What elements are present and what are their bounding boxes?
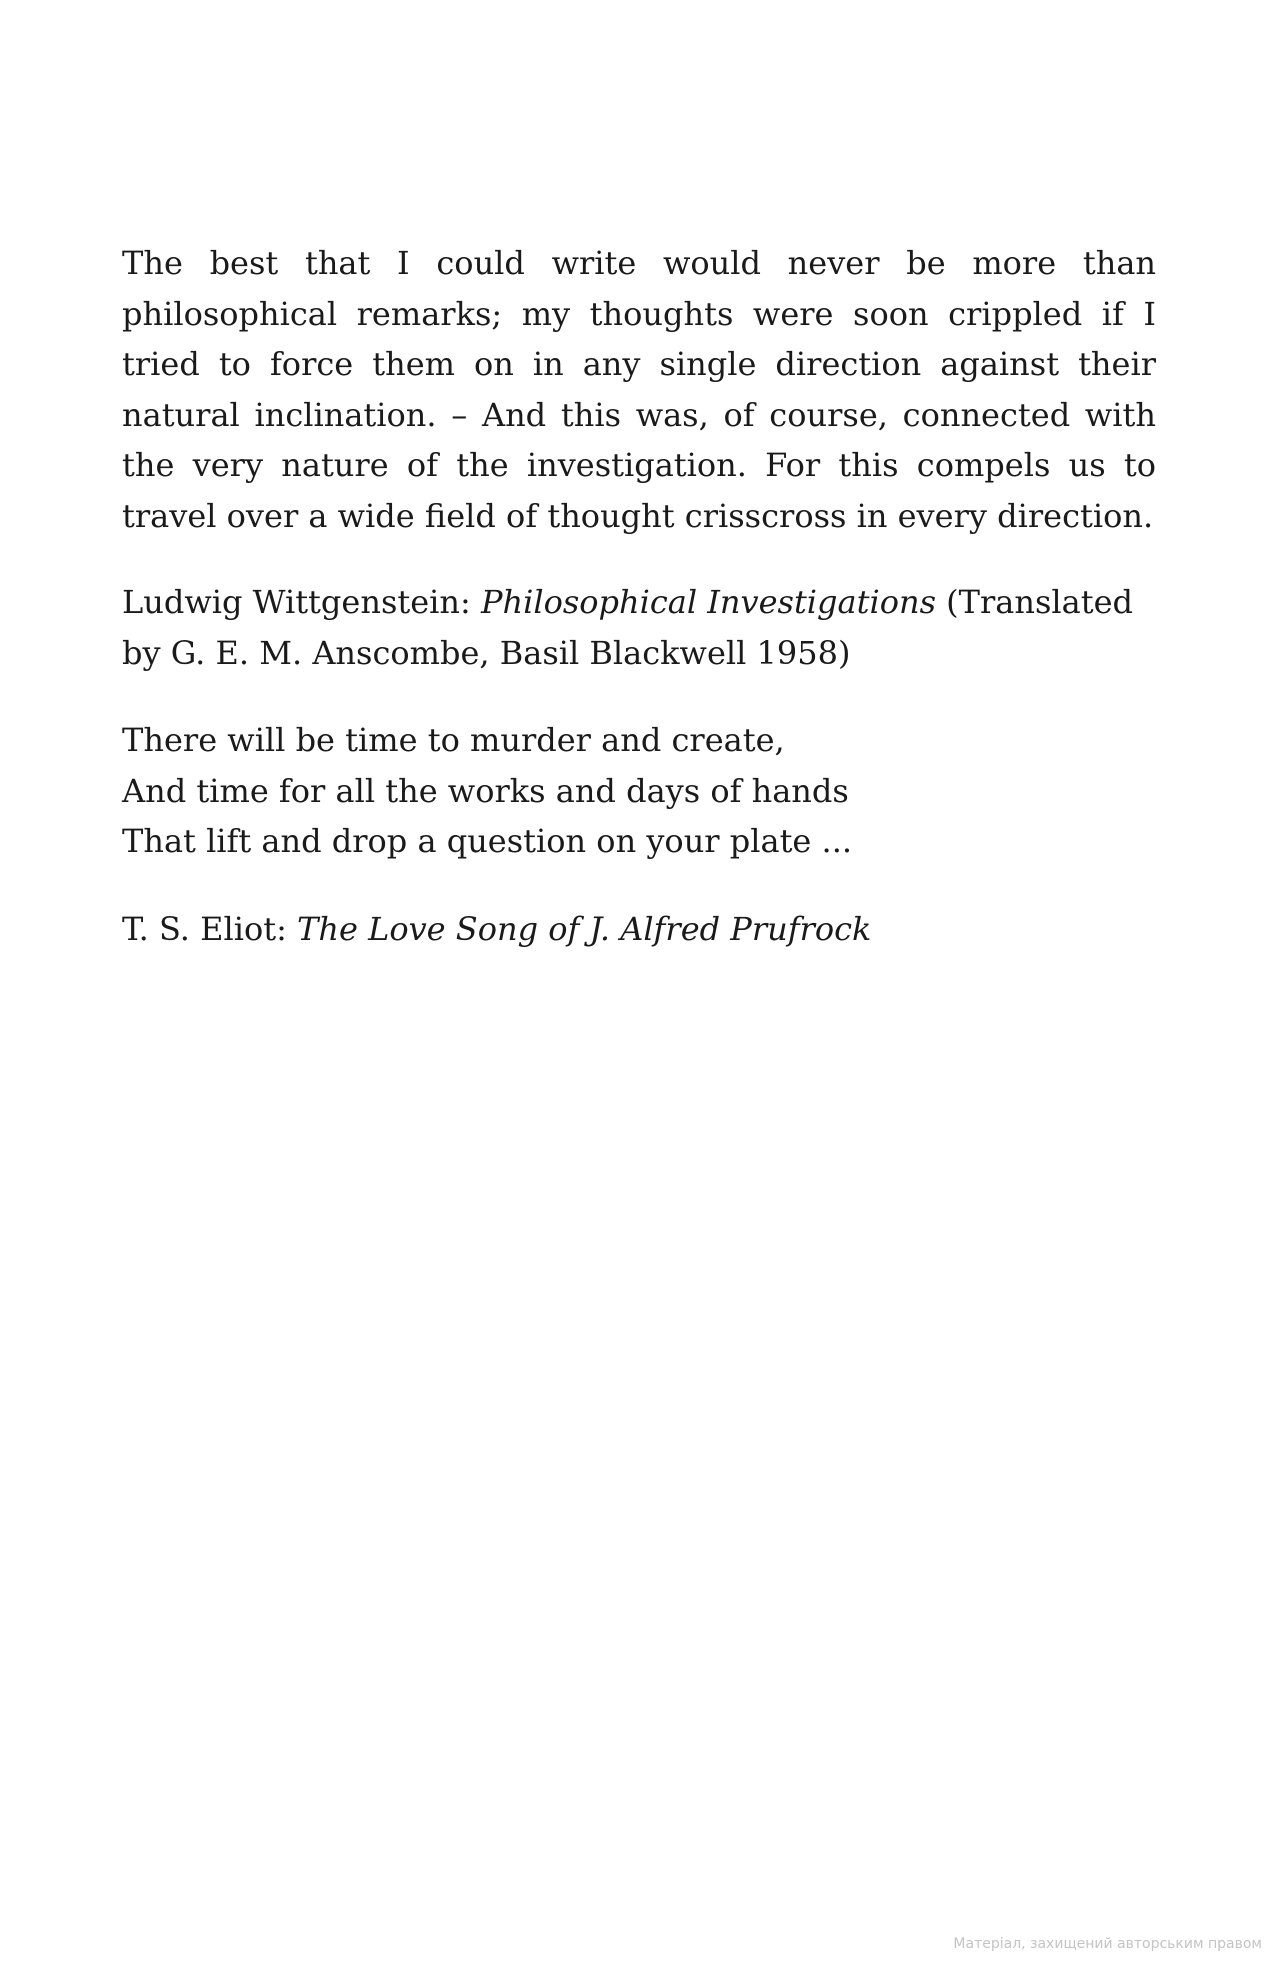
wittgenstein-work-title: Philosophical Investigations	[480, 583, 936, 621]
eliot-author: T. S. Eliot:	[122, 909, 298, 948]
copyright-watermark: Матеріал, захищений авторським правом	[953, 1936, 1262, 1952]
verse-line: And time for all the works and days of hands	[122, 771, 849, 810]
verse-line: That lift and drop a question on your plate ...	[122, 822, 853, 860]
eliot-work-title: The Love Song of J. Alfred Prufrock	[297, 909, 872, 948]
wittgenstein-quote: The best that I could write would never be more than philosophical remarks; my thoughts were soon crippled if I tried to force them on in any single direction against their natural inclination. – And this was, of course, connected with the very nature of the investigation. For this compels us to travel over a wide field of thought crisscross in every direction.	[122, 244, 1156, 535]
eliot-attribution	[122, 904, 1156, 955]
wittgenstein-author: Ludwig Wittgenstein:	[122, 583, 481, 621]
wittgenstein-translation-note: (Translated by G. E. M. Anscombe, Basil Blackwell 1958)	[122, 583, 1133, 672]
wittgenstein-attribution	[122, 577, 1156, 678]
eliot-verse	[122, 715, 1156, 867]
verse-line: There will be time to murder and create,	[122, 721, 785, 759]
page-content	[122, 238, 1156, 954]
